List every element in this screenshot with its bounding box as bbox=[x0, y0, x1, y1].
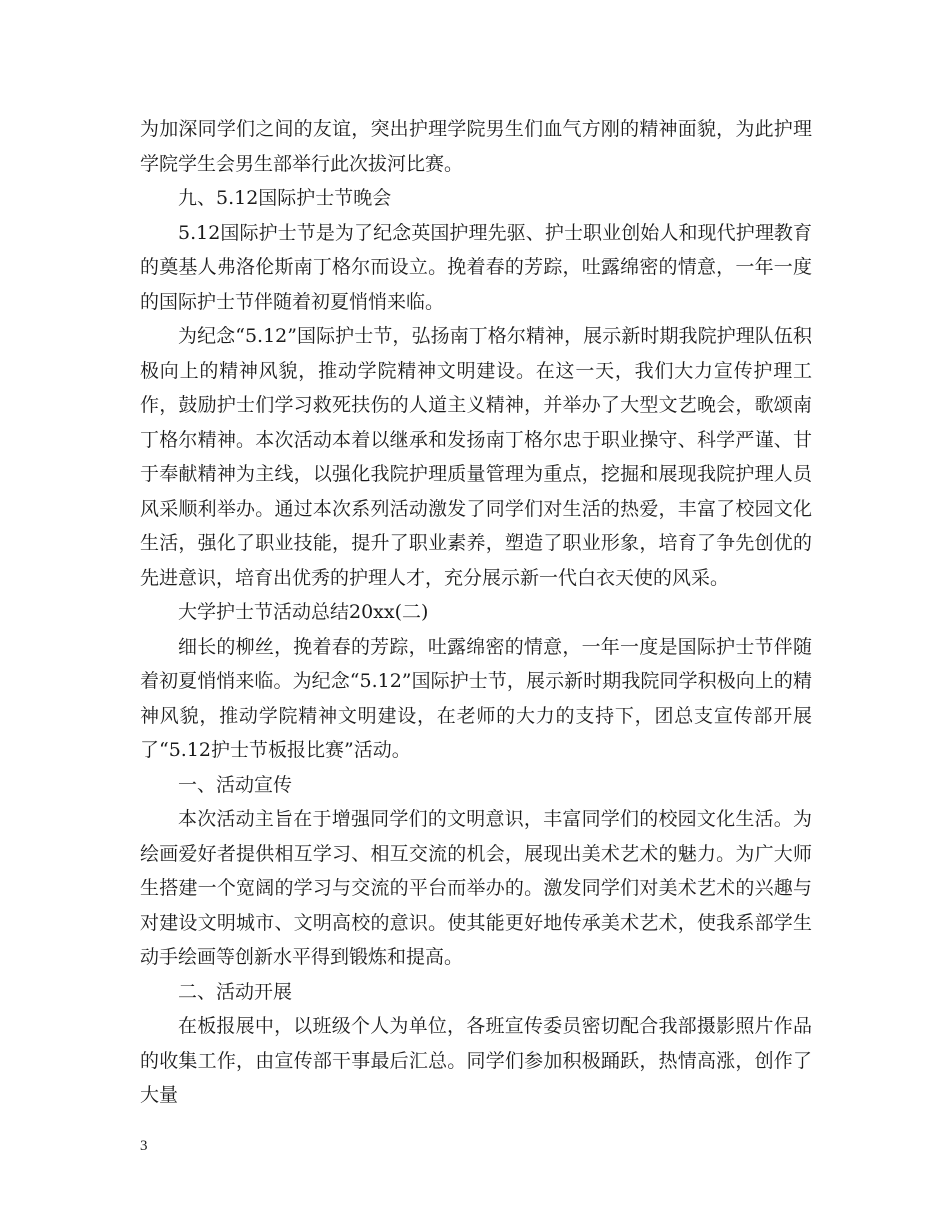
paragraph-nurses-day-origin: 5.12国际护士节是为了纪念英国护理先驱、护士职业创始人和现代护理教育的奠基人弗洛伦斯南丁格尔而设立。挽着春的芳踪，吐露绵密的情意，一年一度的国际护士节伴随着初夏悄悄来临。 bbox=[140, 221, 812, 313]
page-number: 3 bbox=[140, 1138, 148, 1154]
heading-activity-promotion: 一、活动宣传 bbox=[178, 773, 293, 796]
paragraph-activity-purpose: 本次活动主旨在于增强同学们的文明意识，丰富同学们的校园文化生活。为绘画爱好者提供相互学习、相互交流的机会，展现出美术艺术的魅力。为广大师生搭建一个宽阔的学习与交流的平台而举办的。激发同学们对美术艺术的兴趣与对建设文明城市、文明高校的意识。使其能更好地传承美术艺术，使我系部学生动手绘画等创新水平得到锻炼和提高。 bbox=[140, 808, 812, 968]
heading-activity-execution: 二、活动开展 bbox=[178, 980, 293, 1003]
paragraph-gala-summary: 为纪念“5.12”国际护士节，弘扬南丁格尔精神，展示新时期我院护理队伍积极向上的精神风貌，推动学院精神文明建设。在这一天，我们大力宣传护理工作，鼓励护士们学习救死扶伤的人道主义精神，并举办了大型文艺晚会，歌颂南丁格尔精神。本次活动本着以继承和发扬南丁格尔忠于职业操守、科学严谨、甘于奉献精神为主线，以强化我院护理质量管理为重点，挖掘和展现我院护理人员风采顺利举办。通过本次系列活动激发了同学们对生活的热爱，丰富了校园文化生活，强化了职业技能，提升了职业素养，塑造了职业形象，培育了争先创优的先进意识，培育出优秀的护理人才，充分展示新一代白衣天使的风采。 bbox=[140, 325, 812, 589]
heading-nurses-day-gala: 九、5.12国际护士节晚会 bbox=[178, 187, 392, 209]
heading-summary-part-two: 大学护士节活动总结20xx(二) bbox=[178, 601, 429, 623]
document-body bbox=[140, 112, 812, 1113]
paragraph-blackboard-intro: 细长的柳丝，挽着春的芳踪，吐露绵密的情意，一年一度是国际护士节伴随着初夏悄悄来临。为纪念“5.12”国际护士节，展示新时期我院同学积极向上的精神风貌，推动学院精神文明建设，在老师的大力的支持下，团总支宣传部开展了“5.12护士节板报比赛”活动。 bbox=[140, 635, 812, 761]
paragraph-activity-execution: 在板报展中，以班级个人为单位，各班宣传委员密切配合我部摄影照片作品的收集工作，由宣传部干事最后汇总。同学们参加积极踊跃，热情高涨，创作了大量 bbox=[140, 1015, 812, 1106]
paragraph-tug-of-war: 为加深同学们之间的友谊，突出护理学院男生们血气方刚的精神面貌，为此护理学院学生会男生部举行此次拔河比赛。 bbox=[140, 118, 812, 175]
